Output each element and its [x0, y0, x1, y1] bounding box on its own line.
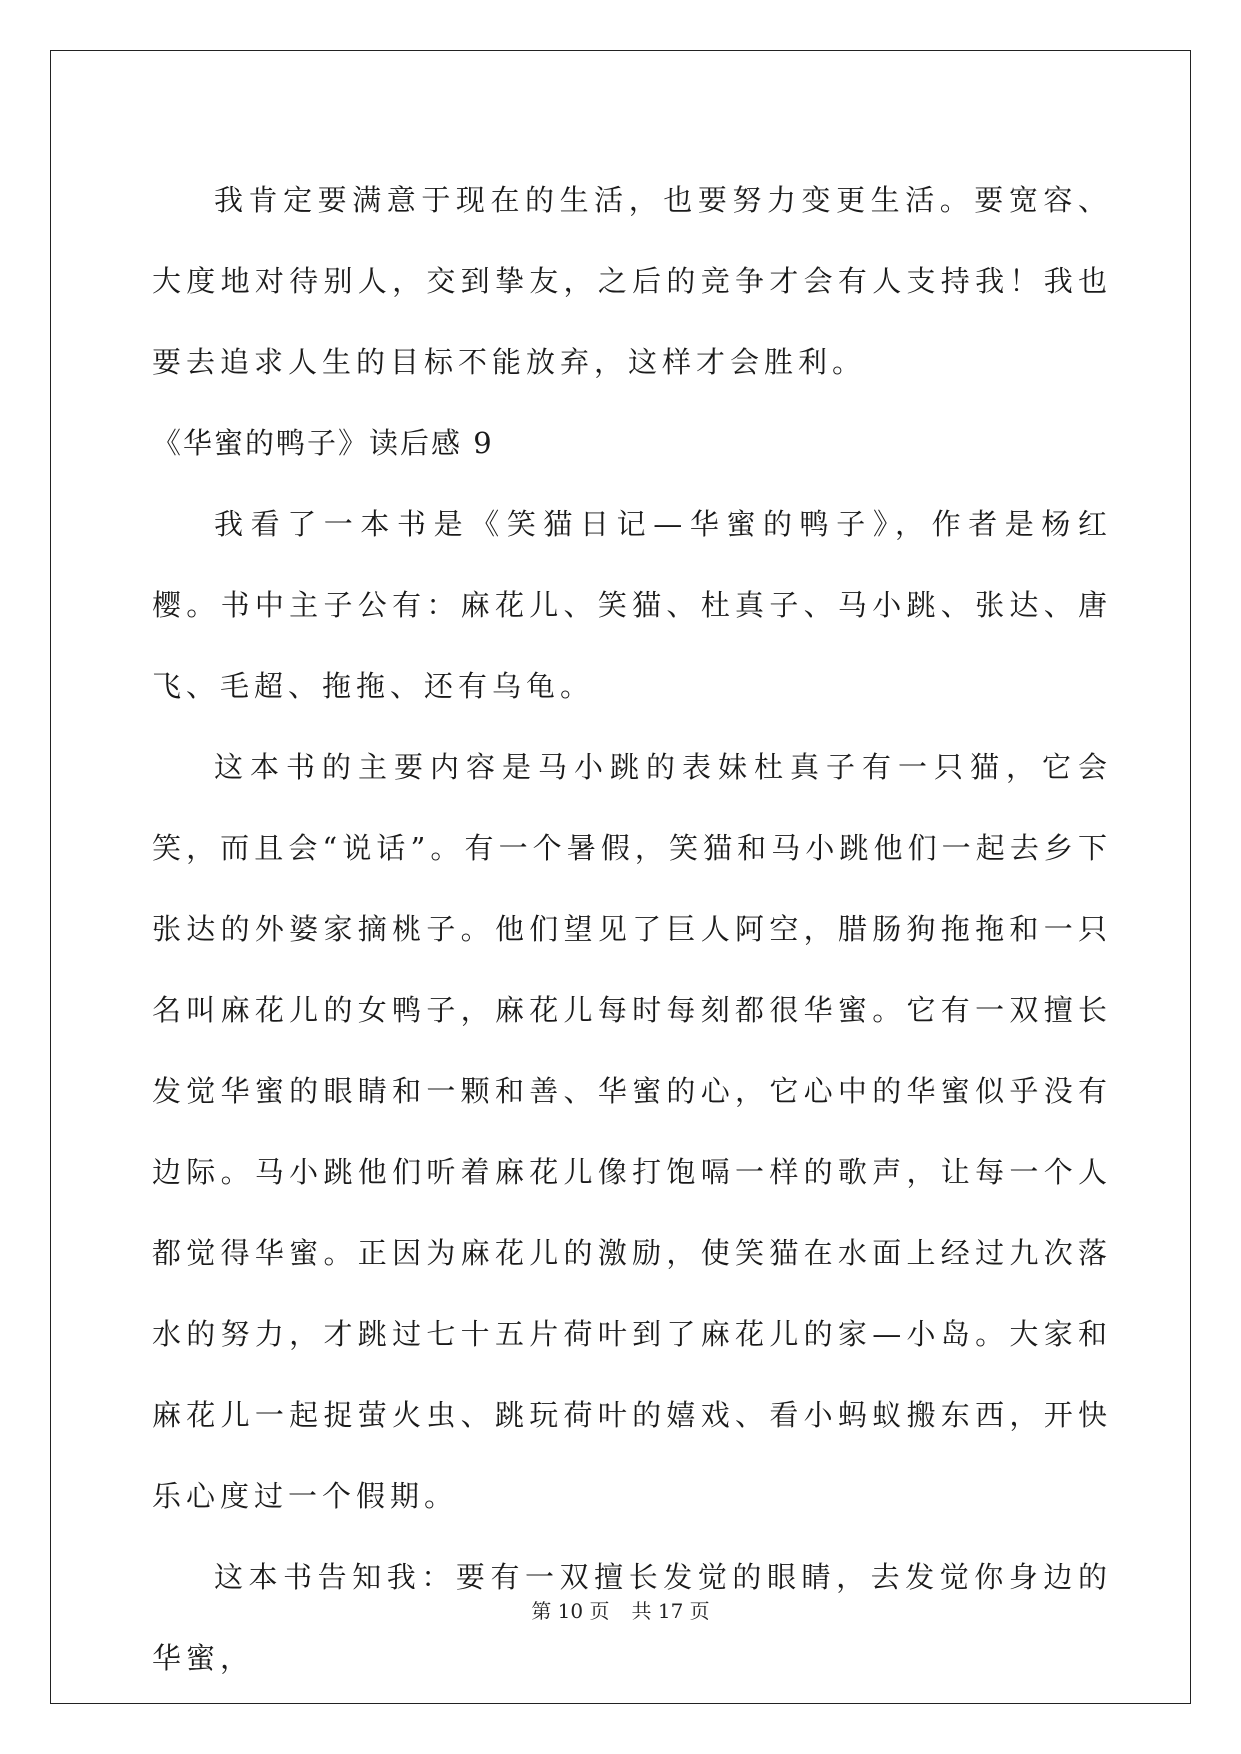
- paragraph-1: 我肯定要满意于现在的生活，也要努力变更生活。要宽容、大度地对待别人，交到挚友，之后的竞争才会有人支持我！我也要去追求人生的目标不能放弃，这样才会胜利。: [152, 183, 1112, 379]
- page-total: 共 17 页: [631, 1599, 710, 1623]
- page-footer: [0, 1595, 1241, 1624]
- section-heading: 《华蜜的鸭子》读后感 9: [152, 426, 494, 460]
- paragraph-3: 这本书的主要内容是马小跳的表妹杜真子有一只猫，它会笑，而且会“说话”。有一个暑假，笑猫和马小跳他们一起去乡下张达的外婆家摘桃子。他们望见了巨人阿空，腊肠狗拖拖和一只名叫麻花儿的女鸭子，麻花儿每时每刻都很华蜜。它有一双擅长发觉华蜜的眼睛和一颗和善、华蜜的心，它心中的华蜜似乎没有边际。马小跳他们听着麻花儿像打饱嗝一样的歌声，让每一个人都觉得华蜜。正因为麻花儿的激励，使笑猫在水面上经过九次落水的努力，才跳过七十五片荷叶到了麻花儿的家—小岛。大家和麻花儿一起捉萤火虫、跳玩荷叶的嬉戏、看小蚂蚁搬东西，开快乐心度过一个假期。: [152, 750, 1112, 1513]
- page-number: 第 10 页: [531, 1599, 610, 1623]
- paragraph-2: 我看了一本书是《笑猫日记—华蜜的鸭子》，作者是杨红樱。书中主子公有：麻花儿、笑猫、杜真子、马小跳、张达、唐飞、毛超、拖拖、还有乌龟。: [152, 507, 1112, 703]
- paragraph-4: 这本书告知我：要有一双擅长发觉的眼睛，去发觉你身边的华蜜，: [152, 1560, 1112, 1675]
- document-body: [152, 160, 1112, 1699]
